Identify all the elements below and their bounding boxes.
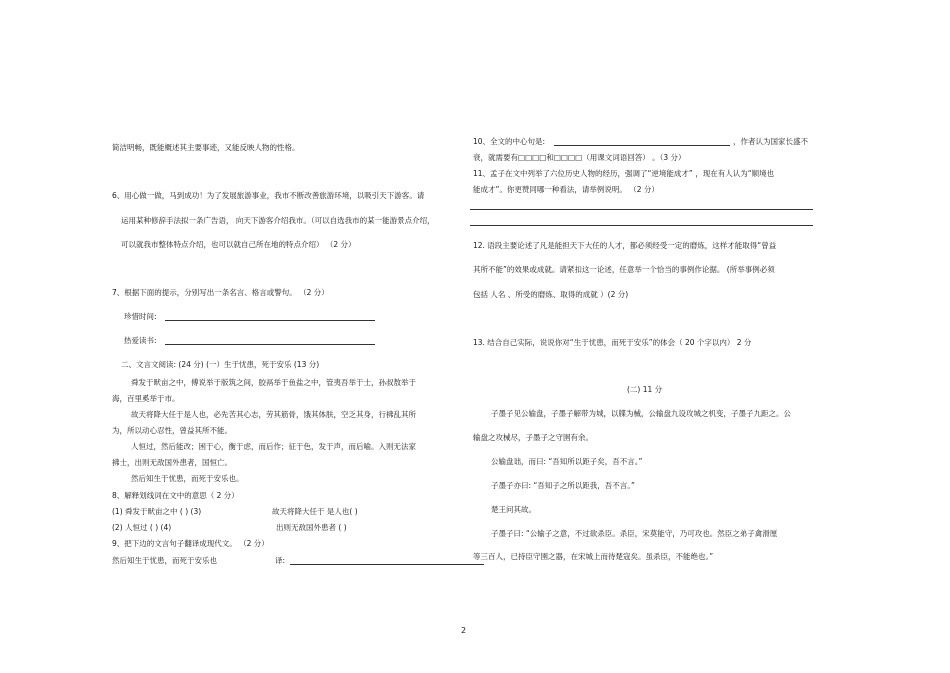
text-line: 可以就我市整体特点介绍，也可以就自己所在地的特点介绍） （2 分）: [121, 240, 356, 249]
passage-line: 子墨子亦曰: “吾知子之所以距我，吾不言。”: [491, 481, 635, 490]
passage-line: 子墨子见公输盘，子墨子解带为城，以牒为械，公输盘九设攻城之机变，子墨子九距之。公: [491, 409, 791, 418]
question-8-item: (2) 人恒过 ( ) (4): [112, 523, 172, 532]
answer-line: [470, 225, 813, 226]
question-13: 13. 结合自己实际，说说你对“生于忧患，而死于安乐”的体会（ 20 个字以内） 2 分: [473, 338, 752, 347]
passage-line: 子墨子曰: “公输子之意，不过欲杀臣。杀臣，宋莫能守，乃可攻也。然臣之弟子禽滑厘: [491, 529, 778, 538]
answer-line: [290, 564, 484, 565]
passage-line: 拂士，出则无敌国外患者，国恒亡。: [112, 458, 232, 467]
text-line: 运用某种修辞手法拟一条广告语， 向天下游客介绍我市。（可以自选我市的某一能游景点介绍，: [121, 216, 435, 225]
question-11: 11、孟子在文中列举了六位历史人物的经历，强调了“逆境能成才” ，现在有人认为“顺境也: [473, 169, 775, 178]
passage-line: 公输盘诎，而曰: “吾知所以距子矣，吾不言。”: [491, 457, 643, 466]
passage-line: 人恒过，然后能改；困于心，衡于虑，而后作；征于色，发于声，而后喻。入则无法家: [131, 442, 416, 451]
text-line: 包括 人名 、所受的磨炼、取得的成就 ）(2 分): [473, 290, 629, 299]
label-reading: 热爱读书:: [124, 336, 157, 345]
question-8-item: 故天将降大任于 是人也( ): [272, 507, 358, 516]
question-6: 6、用心做一做，马到成功！为了发展旅游事业，我市不断改善旅游环境，以吸引天下游客。请: [112, 191, 425, 200]
question-8: 8、解释划线词在文中的意思（ 2 分）: [112, 491, 239, 500]
question-7: 7、根据下面的提示，分别写出一条名言、格言或警句。 （2 分）: [112, 288, 329, 297]
question-8-item: 出则无敌国外患者 ( ): [276, 523, 347, 532]
passage-line: 舜发于畎亩之中，傅说举于版筑之间，胶鬲举于鱼盐之中，管夷吾举于士，孙叔敖举于: [131, 378, 416, 387]
question-9: 9、把下边的文言句子翻译成现代文。 （2 分）: [112, 539, 269, 548]
label-time: 珍惜时间:: [124, 312, 157, 321]
translate-label: 译:: [275, 556, 286, 565]
answer-line: [165, 344, 375, 345]
text-line: 衰，就需要有□□□□和□□□□（用课文词语回答） 。（3 分）: [473, 153, 686, 162]
text-line: 其所不能”的效果或成就。请紧扣这一论述，任意举一个恰当的事例作论据。 (所举事例必须: [473, 265, 775, 274]
passage-line: 故天将降大任于是人也，必先苦其心志，劳其筋骨，饿其体肤，空乏其身，行拂乱其所: [131, 410, 416, 419]
question-9-sentence: 然后知生于忧患，而死于安乐也: [112, 556, 217, 565]
passage-line: 然后知生于忧患，而死于安乐也。: [131, 474, 244, 483]
passage-line: 输盘之攻械尽，子墨子之守圉有余。: [473, 433, 593, 442]
question-10: 10、全文的中心句是:: [473, 137, 546, 146]
question-8-item: (1) 舜发于畎亩之中 ( ) (3): [112, 507, 202, 516]
section-heading: (二) 11 分: [627, 385, 663, 394]
question-12: 12. 语段主要论述了凡是能担天下大任的人才，都必须经受一定的磨炼，这样才能取得“曾益: [473, 241, 777, 250]
page-number: 2: [461, 626, 467, 635]
answer-line: [470, 209, 813, 210]
question-10-tail: ，作者认为国家长盛不: [733, 137, 808, 146]
passage-line: 海，百里奚举于市。: [112, 394, 180, 403]
passage-line: 为，所以动心忍性，曾益其所不能。: [112, 426, 232, 435]
section-heading: 二、文言文阅读: (24 分) (一）生于忧患，死于安乐 (13 分): [121, 360, 320, 369]
passage-line: 等三百人，已持臣守圉之器，在宋城上而待楚寇矣。虽杀臣，不能绝也。”: [473, 552, 714, 561]
answer-line: [165, 320, 375, 321]
answer-line: [554, 145, 730, 146]
passage-line: 楚王问其故。: [491, 505, 536, 514]
text-line: 能成才”。你更赞同哪一种看法，请举例说明。 （2 分）: [473, 185, 659, 194]
text-line: 简洁明畅，既能概述其主要事迹，又能反映人物的性格。: [112, 143, 300, 152]
